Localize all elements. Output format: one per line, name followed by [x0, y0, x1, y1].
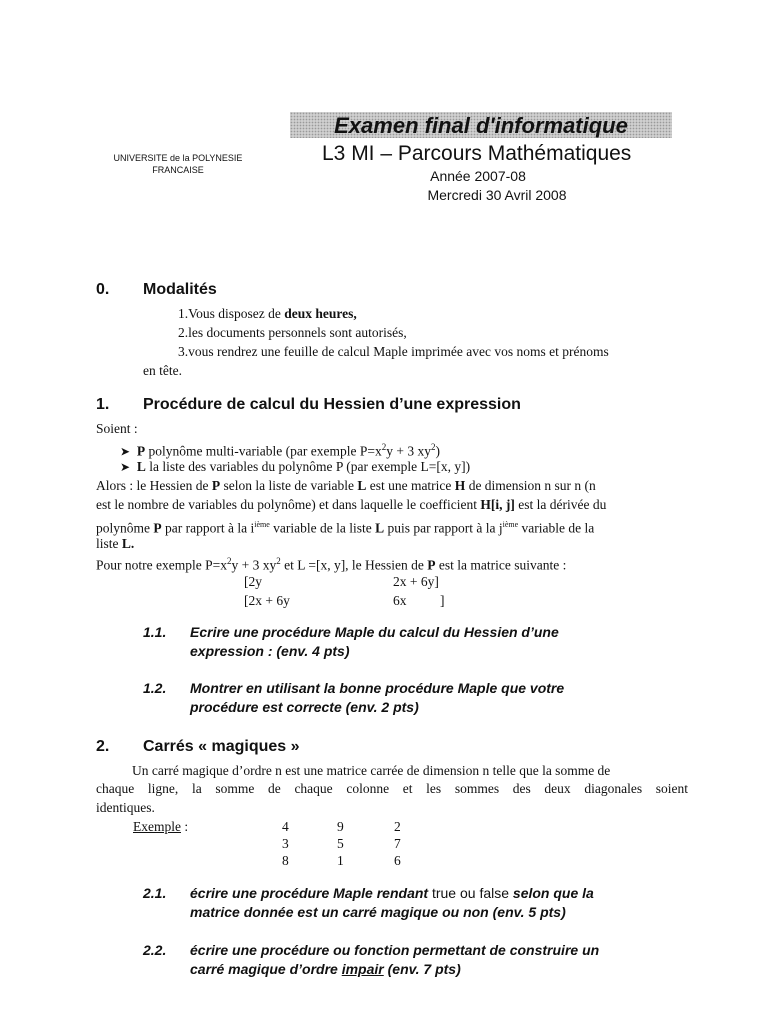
matrix-r2c2: 6x: [393, 593, 407, 608]
rule-3-line2: en tête.: [143, 363, 182, 378]
hessian-def-line2: est le nombre de variables du polynôme) et dans laquelle le coefficient H[i, j] est la dérivée du: [96, 497, 607, 512]
university-line2: FRANCAISE: [152, 165, 204, 175]
magic-cell: 5: [337, 836, 344, 851]
hessian-def-line3: polynôme P par rapport à la $i^{ième}$ variable de la liste L puis par rapport à la $j^{ième}$ variable de la: [96, 520, 595, 536]
section-1-title: Procédure de calcul du Hessien d’une expression: [143, 396, 521, 413]
question-2-1: écrire une procédure Maple rendant true ou false selon que la matrice donnée est un carré magique ou non (env. 5 pts): [190, 885, 594, 920]
matrix-r1c2: 2x + 6y]: [393, 574, 439, 589]
exam-date: Mercredi 30 Avril 2008: [427, 187, 567, 203]
rule-2: 2.les documents personnels sont autorisés,: [178, 325, 407, 340]
academic-year: Année 2007-08: [430, 168, 526, 184]
university-line1: UNIVERSITE de la POLYNESIE: [113, 153, 243, 163]
section-0-number: 0.: [96, 281, 110, 298]
example-label: Exemple :: [133, 819, 189, 834]
course-title: L3 MI – Parcours Mathématiques: [322, 142, 632, 165]
arrow-bullet-icon: ➤: [120, 444, 131, 459]
soient-label: Soient :: [96, 421, 138, 436]
question-1-1: Ecrire une procédure Maple du calcul du Hessien d’une expression : (env. 4 pts): [190, 624, 559, 659]
exam-title: Examen final d'informatique: [334, 113, 628, 138]
bullet-l: ➤ L la liste des variables du polynôme P (par exemple L=[x, y]): [120, 459, 471, 474]
magic-cell: 4: [282, 819, 289, 834]
question-1-2: Montrer en utilisant la bonne procédure Maple que votre procédure est correcte (env. 2 pts): [190, 680, 565, 715]
magic-cell: 3: [282, 836, 289, 851]
section-1-number: 1.: [96, 396, 110, 413]
rule-3-line1: 3.vous rendrez une feuille de calcul Maple imprimée avec vos noms et prénoms: [178, 344, 609, 359]
section-2-number: 2.: [96, 738, 110, 755]
example-line: Pour notre exemple $P=x^2y + 3$ $xy^2$ et L =[x, y], le Hessien de P est la matrice suivante :: [96, 556, 567, 573]
arrow-bullet-icon: ➤: [120, 460, 131, 474]
question-2-2: écrire une procédure ou fonction permettant de construire un carré magique d’ordre impair (env. 7 pts): [190, 942, 600, 977]
matrix-r2c3: ]: [440, 593, 445, 608]
rule-1: 1.Vous disposez de deux heures,: [178, 306, 357, 321]
bullet-p: ➤ P polynôme multi-variable (par exemple $P=x^2y + 3$ $xy^2$): [120, 442, 440, 459]
magic-cell: 8: [282, 853, 289, 868]
magic-def-line3: identiques.: [96, 800, 155, 815]
magic-def-line1: Un carré magique d’ordre n est une matrice carrée de dimension n telle que la somme de: [132, 763, 611, 778]
hessian-def-line1: Alors : le Hessien de P selon la liste de variable L est une matrice H de dimension n sur n (n: [96, 478, 596, 493]
question-1-2-number: 1.2.: [143, 680, 167, 696]
matrix-r1c1: [2y: [244, 574, 262, 589]
matrix-r2c1: [2x + 6y: [244, 593, 290, 608]
magic-def-line2: chaque ligne, la somme de chaque colonne et les sommes des deux diagonales soient: [96, 781, 688, 796]
question-2-1-number: 2.1.: [143, 885, 167, 901]
section-2-title: Carrés « magiques »: [143, 738, 300, 755]
university-name: [98, 152, 258, 176]
question-1-1-number: 1.1.: [143, 624, 167, 640]
question-2-2-number: 2.2.: [143, 942, 167, 958]
magic-cell: 1: [337, 853, 344, 868]
magic-cell: 7: [394, 836, 401, 851]
magic-cell: 2: [394, 819, 401, 834]
section-0-title: Modalités: [143, 281, 217, 298]
hessian-def-line4: liste L.: [96, 536, 135, 551]
magic-cell: 6: [394, 853, 401, 868]
magic-cell: 9: [337, 819, 344, 834]
